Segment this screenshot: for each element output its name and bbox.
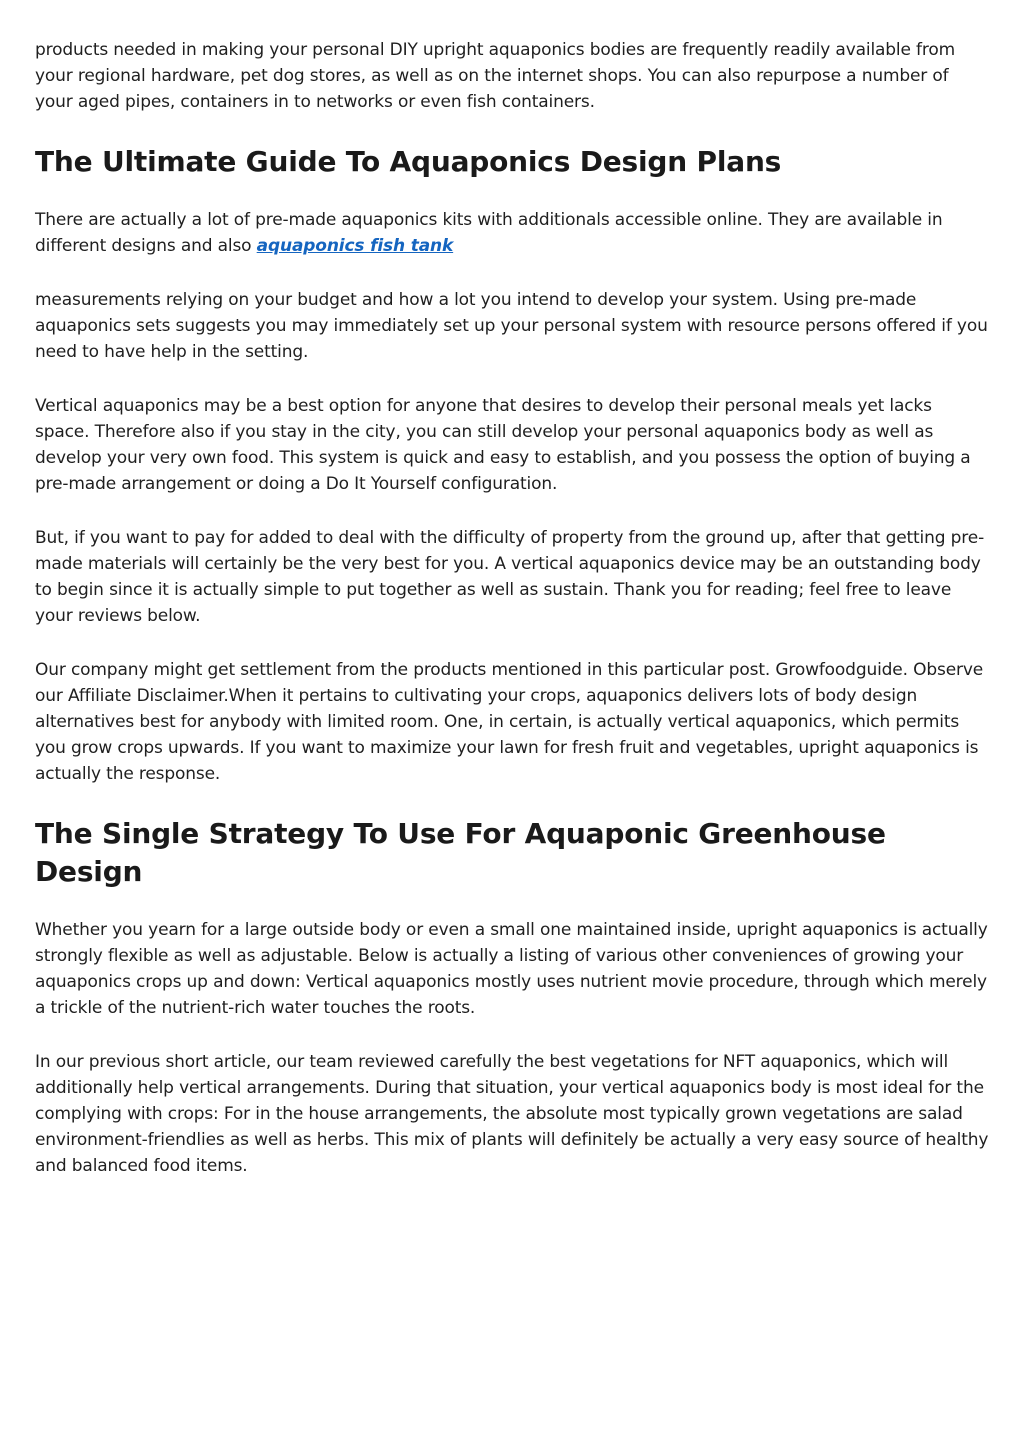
paragraph-vertical-option: Vertical aquaponics may be a best option for anyone that desires to develop their personal meals yet lacks space. Therefore also if you stay in the city, you can still develop your personal aquaponics body as well as develop your very own food. This system is quick and easy to establish, and you possess the option of buying a pre-made arrangement or doing a Do It Yourself configuration. <box>35 396 971 494</box>
paragraph-premade-kits <box>35 207 990 259</box>
paragraph-measurements: measurements relying on your budget and how a lot you intend to develop your system. Using pre-made aquaponics sets suggests you may immediately set up your personal system with resource persons offered if you need to have help in the setting. <box>35 290 988 362</box>
heading-single-strategy: The Single Strategy To Use For Aquaponic Greenhouse Design <box>35 817 886 888</box>
paragraph-intro: products needed in making your personal DIY upright aquaponics bodies are frequently readily available from your regional hardware, pet dog stores, as well as on the internet shops. You can also repurpose a number of your aged pipes, containers in to networks or even fish containers. <box>35 40 956 112</box>
paragraph-premade-materials: But, if you want to pay for added to deal with the difficulty of property from the ground up, after that getting pre-made materials will certainly be the very best for you. A vertical aquaponics device may be an outstanding body to begin since it is actually simple to put together as well as sustain. Thank you for reading; feel free to leave your reviews below. <box>35 528 985 626</box>
aquaponics-fish-tank-link[interactable]: aquaponics fish tank <box>256 236 454 256</box>
paragraph-nft-vegetations: In our previous short article, our team reviewed carefully the best vegetations for NFT aquaponics, which will additionally help vertical arrangements. During that situation, your vertical aquaponics body is most ideal for the complying with crops: For in the house arrangements, the absolute most typically grown vegetations are salad environment-friendlies as well as herbs. This mix of plants will definitely be actually a very easy source of healthy and balanced food items. <box>35 1052 989 1176</box>
paragraph-premade-kits-text: There are actually a lot of pre-made aquaponics kits with additionals accessible online. They are available in different designs and also <box>35 210 943 256</box>
paragraph-flexible: Whether you yearn for a large outside body or even a small one maintained inside, upright aquaponics is actually strongly flexible as well as adjustable. Below is actually a listing of various other conveniences of growing your aquaponics crops up and down: Vertical aquaponics mostly uses nutrient movie procedure, through which merely a trickle of the nutrient-rich water touches the roots. <box>35 920 988 1018</box>
paragraph-settlement: Our company might get settlement from the products mentioned in this particular post. Growfoodguide. Observe our Affiliate Disclaimer.When it pertains to cultivating your crops, aquaponics delivers lots of body design alternatives best for anybody with limited room. One, in certain, is actually vertical aquaponics, which permits you grow crops upwards. If you want to maximize your lawn for fresh fruit and vegetables, upright aquaponics is actually the response. <box>35 660 984 784</box>
heading-ultimate-guide: The Ultimate Guide To Aquaponics Design Plans <box>35 145 782 178</box>
